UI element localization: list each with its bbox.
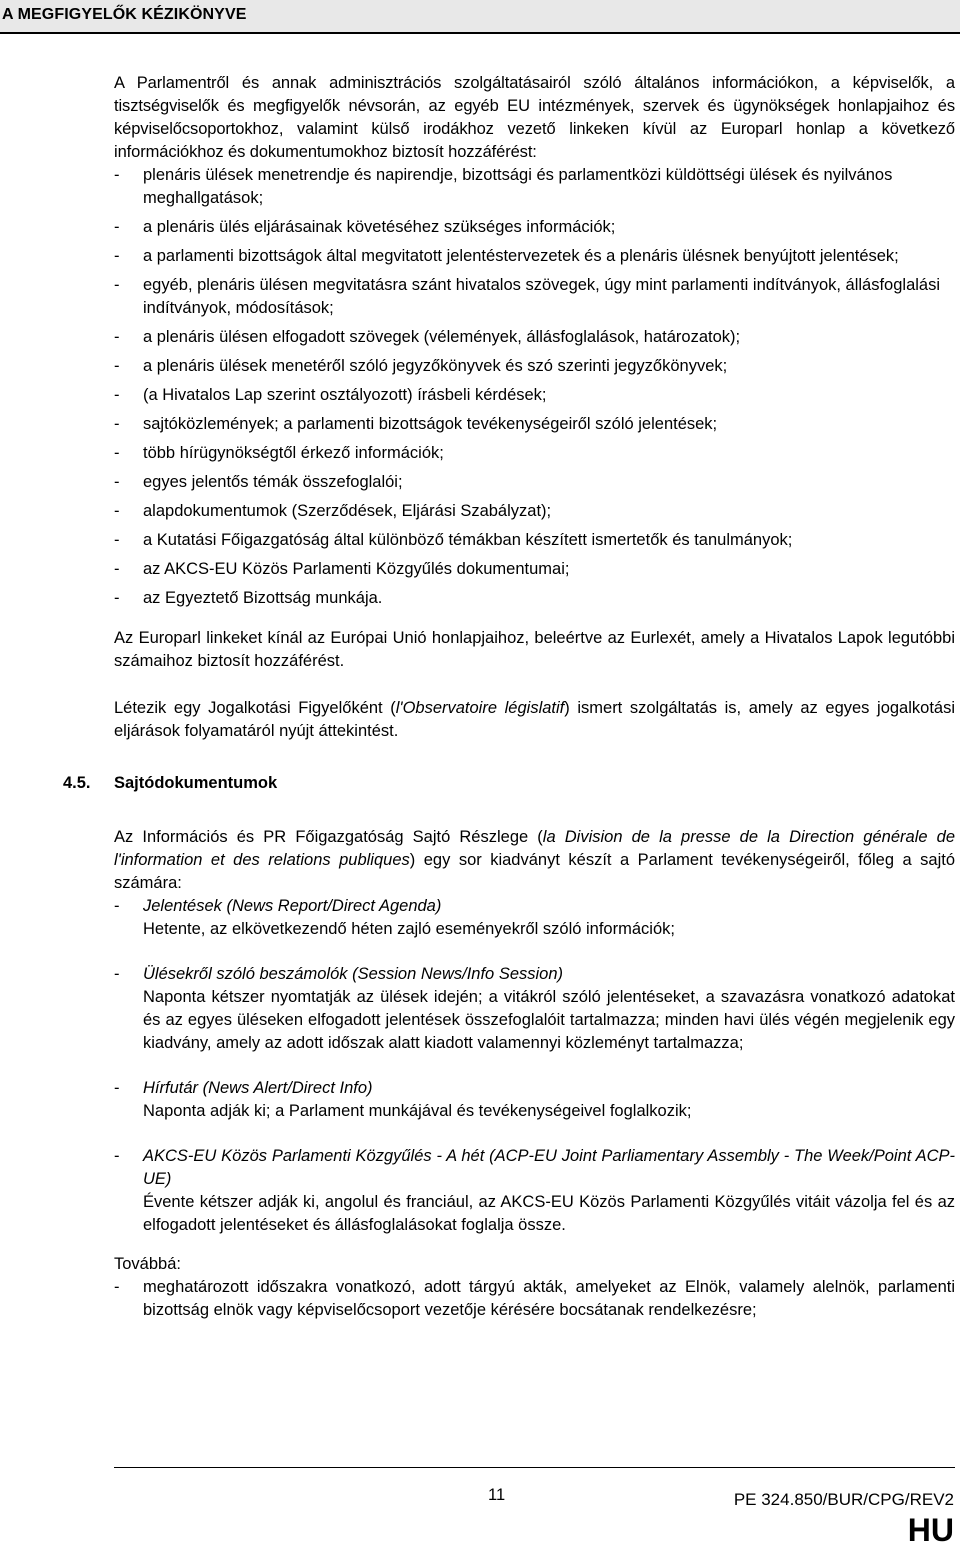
section-title: Sajtódokumentumok bbox=[114, 774, 278, 792]
publications-list bbox=[114, 895, 955, 1237]
furthermore-label: Továbbá: bbox=[114, 1255, 181, 1273]
list-item: - a plenáris ülésen elfogadott szövegek (vélemények, állásfoglalások, határozatok); bbox=[114, 326, 955, 349]
publication-title: - AKCS-EU Közös Parlamenti Közgyűlés - A hét (ACP-EU Joint Parliamentary Assembly - The Week/Point ACP-UE) bbox=[143, 1147, 955, 1188]
legislative-observatory-paragraph bbox=[114, 697, 955, 743]
list-item: - egyéb, plenáris ülésen megvitatásra szánt hivatalos szövegek, úgy mint parlamenti indítványok, állásfoglalási indítványok, módosítások; bbox=[114, 274, 955, 320]
list-item: - több hírügynökségtől érkező információk; bbox=[114, 442, 955, 465]
list-item: - alapdokumentumok (Szerződések, Eljárási Szabályzat); bbox=[114, 500, 955, 523]
publication-description: Naponta adják ki; a Parlament munkájával és tevékenységeivel foglalkozik; bbox=[143, 1102, 692, 1120]
page-number: 11 bbox=[488, 1486, 506, 1504]
footer-divider bbox=[114, 1467, 955, 1468]
text-segment: ) egy sor kiadványt készít a Parlament tevékenységeiről, főleg a sajtó számára: bbox=[114, 851, 955, 892]
italic-term: l'Observatoire législatif bbox=[395, 699, 565, 717]
publication-description: Hetente, az elkövetkezendő héten zajló eseményekről szóló információk; bbox=[143, 920, 675, 938]
language-code: HU bbox=[907, 1512, 954, 1548]
list-item: - az Egyeztető Bizottság munkája. bbox=[114, 587, 955, 610]
italic-term: la Division de la presse de la Direction générale de l'information et des relations publiques bbox=[114, 828, 955, 869]
list-item: - a plenáris ülések menetéről szóló jegyzőkönyvek és szó szerinti jegyzőkönyvek; bbox=[114, 355, 955, 378]
publication-title: - Ülésekről szóló beszámolók (Session News/Info Session) bbox=[143, 965, 564, 983]
section-heading bbox=[63, 774, 955, 797]
publication-title: - Hírfutár (News Alert/Direct Info) bbox=[143, 1079, 373, 1097]
header-title: A MEGFIGYELŐK KÉZIKÖNYVE bbox=[2, 6, 247, 23]
europarl-content-list bbox=[114, 164, 955, 610]
publication-item bbox=[114, 895, 955, 941]
list-item: - meghatározott időszakra vonatkozó, adott tárgyú akták, amelyeket az Elnök, valamely alelnök, parlamenti bizottság elnök vagy képviselőcsoport vezetője kérésére bocsátanak rendelkezésre; bbox=[114, 1276, 955, 1322]
list-item: - a plenáris ülés eljárásainak követéséhez szükséges információk; bbox=[114, 216, 955, 239]
running-header bbox=[0, 0, 960, 34]
publication-description: Évente kétszer adják ki, angolul és franciául, az AKCS-EU Közös Parlamenti Közgyűlés vitáit vázolja fel és az elfogadott jelentéseket és állásfoglalásokat foglalja össze. bbox=[143, 1193, 955, 1234]
intro-paragraph: A Parlamentről és annak adminisztrációs szolgáltatásairól szóló általános információkon, a képviselők, a tisztségviselők és megfigyelők névsorán, az egyéb EU intézmények, szervek és ügynökségek honlapjaihoz és képviselőcsoportokhoz, valamint külső irodákhoz vezető linkeken kívül az Europarl honlap a következő információkhoz és dokumentumokhoz biztosít hozzáférést: bbox=[114, 74, 955, 161]
publication-description: Naponta kétszer nyomtatják az ülések idején; a vitákról szóló jelentéseket, a szavazásra vonatkozó adatokat és az egyes üléseken elfogadott jelentések összefoglalóit tartalmazza; minden havi ülés végén megjelenik egy kiadvány, amely az adott időszak alatt kiadott valamennyi közleményt tartalmazza; bbox=[143, 988, 955, 1052]
list-item: - (a Hivatalos Lap szerint osztályozott) írásbeli kérdések; bbox=[114, 384, 955, 407]
document-reference: PE 324.850/BUR/CPG/REV2 bbox=[733, 1490, 954, 1509]
publication-item bbox=[114, 963, 955, 1055]
text-segment: Létezik egy Jogalkotási Figyelőként ( bbox=[114, 699, 396, 717]
list-item: - az AKCS-EU Közös Parlamenti Közgyűlés dokumentumai; bbox=[114, 558, 955, 581]
list-item: - plenáris ülések menetrendje és napirendje, bizottsági és parlamentközi küldöttségi ülések és nyilvános meghallgatások; bbox=[114, 164, 955, 210]
section-number: 4.5. bbox=[63, 774, 91, 792]
text-segment: ) ismert szolgáltatás is, amely az egyes jogalkotási eljárások folyamatáról nyújt áttekintést. bbox=[114, 699, 955, 740]
list-item: - egyes jelentős témák összefoglalói; bbox=[114, 471, 955, 494]
press-division-paragraph bbox=[114, 826, 955, 895]
publication-item bbox=[114, 1145, 955, 1237]
europarl-links-paragraph: Az Europarl linkeket kínál az Európai Unió honlapjaihoz, beleértve az Eurlexét, amely a Hivatalos Lapok legutóbbi számaihoz biztosít hozzáférést. bbox=[114, 629, 955, 670]
list-item: - sajtóközlemények; a parlamenti bizottságok tevékenységeiről szóló jelentések; bbox=[114, 413, 955, 436]
publication-item bbox=[114, 1077, 955, 1123]
publication-title: - Jelentések (News Report/Direct Agenda) bbox=[143, 897, 442, 915]
list-item: - a parlamenti bizottságok által megvitatott jelentéstervezetek és a plenáris ülésnek benyújtott jelentések; bbox=[114, 245, 955, 268]
list-item: - a Kutatási Főigazgatóság által különböző témákban készített ismertetők és tanulmányok; bbox=[114, 529, 955, 552]
document-body bbox=[63, 72, 955, 1322]
additional-list bbox=[114, 1276, 955, 1322]
text-segment: Az Információs és PR Főigazgatóság Sajtó Részlege ( bbox=[114, 828, 543, 846]
